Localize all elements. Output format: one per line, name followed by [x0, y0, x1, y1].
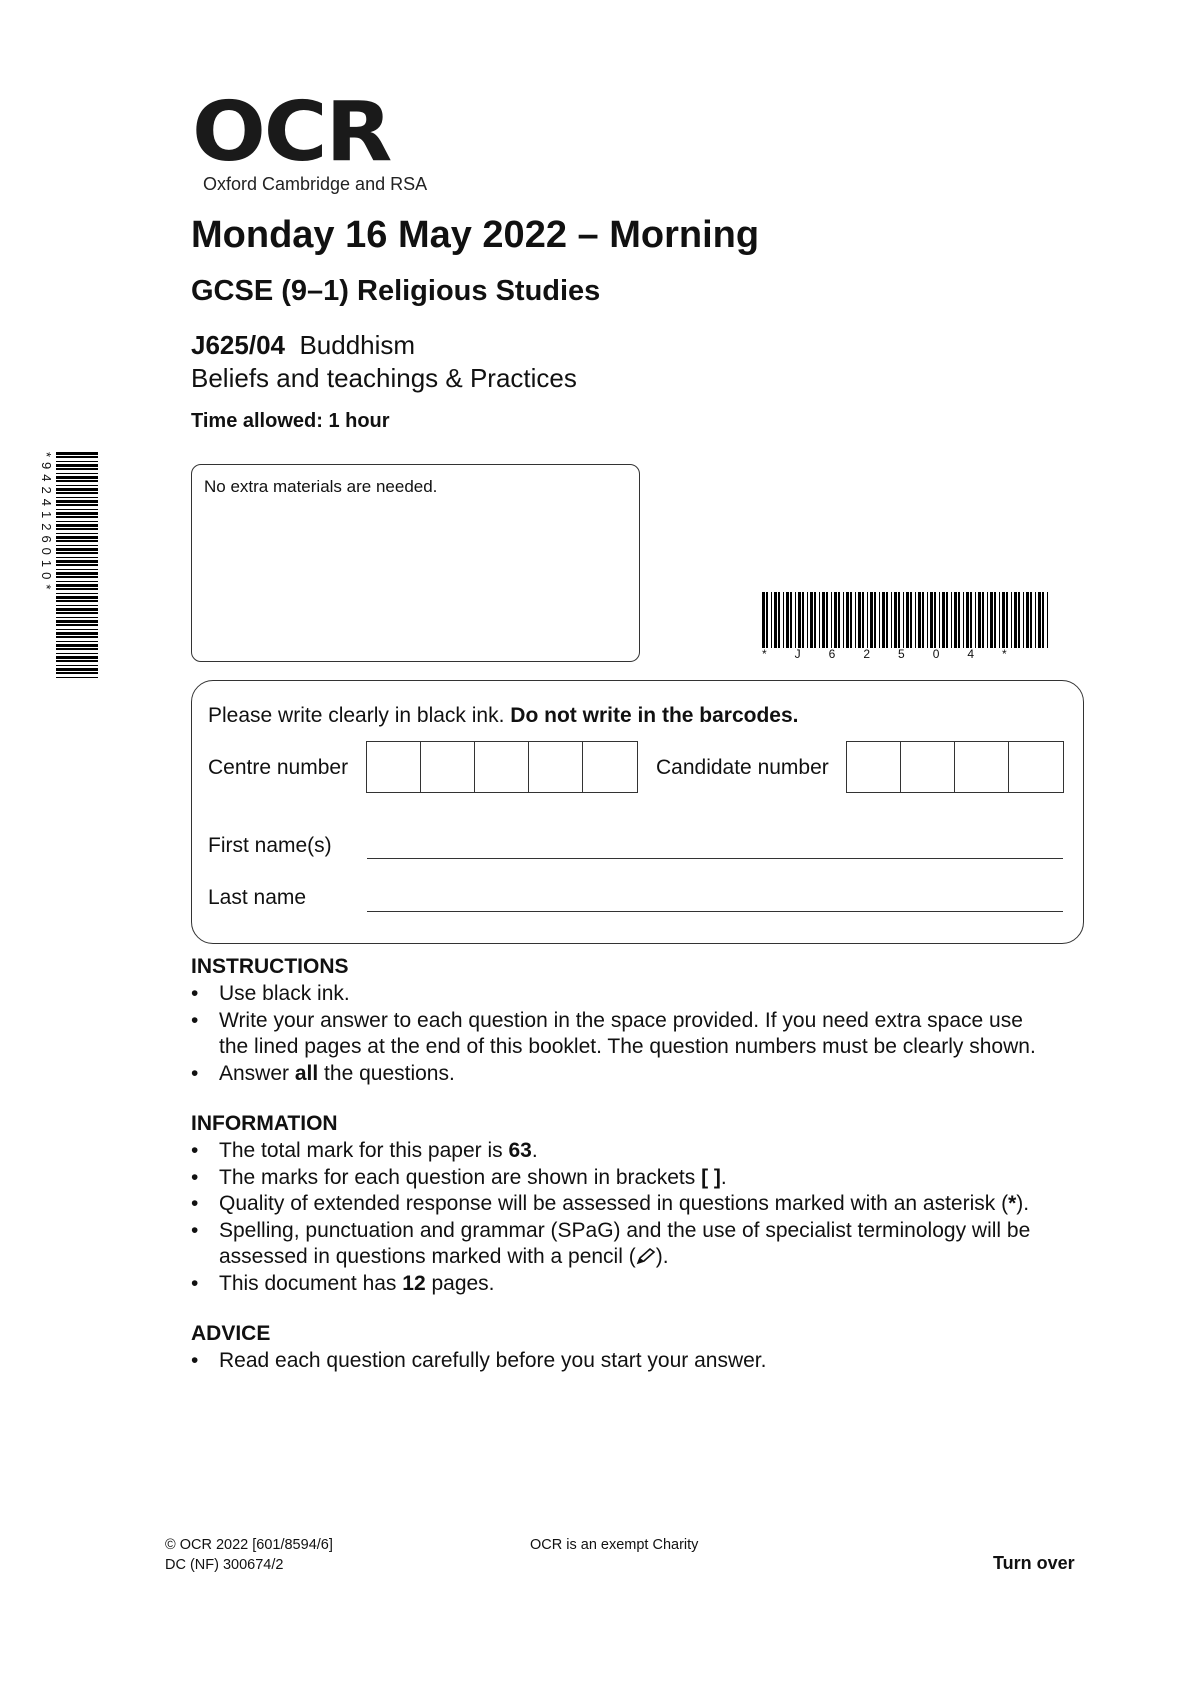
candidate-digit-box[interactable]	[955, 742, 1009, 792]
main-barcode	[762, 592, 1048, 648]
candidate-number-boxes[interactable]	[846, 741, 1064, 793]
last-name-line[interactable]	[367, 911, 1063, 912]
pencil-icon	[636, 1247, 656, 1265]
charity-note: OCR is an exempt Charity	[530, 1537, 699, 1553]
exam-date: Monday 16 May 2022 – Morning	[191, 214, 760, 256]
instruction-bold: Do not write in the barcodes.	[510, 704, 799, 727]
list-item: • Answer all the questions.	[191, 1061, 1091, 1088]
materials-text: No extra materials are needed.	[204, 477, 438, 496]
instruction-plain: Please write clearly in black ink.	[208, 704, 511, 727]
list-item: • Use black ink.	[191, 981, 1091, 1008]
list-item: • Quality of extended response will be assessed in questions marked with an asterisk (*).	[191, 1191, 1091, 1218]
candidate-digit-box[interactable]	[901, 742, 955, 792]
first-name-label: First name(s)	[208, 834, 332, 857]
centre-number-label: Centre number	[208, 756, 349, 779]
footer-left	[165, 1535, 333, 1575]
centre-digit-box[interactable]	[529, 742, 583, 792]
centre-digit-box[interactable]	[583, 742, 637, 792]
advice-list	[191, 1348, 1091, 1375]
paper-code: J625/04	[191, 330, 285, 360]
qualification-title: GCSE (9–1) Religious Studies	[191, 275, 601, 307]
candidate-digit-box[interactable]	[1009, 742, 1063, 792]
paper-code-line	[191, 330, 415, 361]
list-item: • Spelling, punctuation and grammar (SPaG) and the use of specialist terminology will be assessed in questions marked with a pencil ( ).	[191, 1218, 1091, 1271]
logo-subtitle: Oxford Cambridge and RSA	[203, 174, 428, 194]
time-allowed: Time allowed: 1 hour	[191, 410, 390, 432]
side-barcode-digits: *9424126010*	[39, 452, 54, 595]
list-item: • Write your answer to each question in the space provided. If you need extra space use the lined pages at the end of this booklet. The question numbers must be clearly shown.	[191, 1008, 1091, 1061]
turn-over: Turn over	[993, 1553, 1075, 1573]
list-item: • The marks for each question are shown in brackets [ ].	[191, 1165, 1091, 1192]
advice-heading: ADVICE	[191, 1322, 271, 1345]
unit-name: Buddhism	[299, 330, 416, 360]
paper-title: Beliefs and teachings & Practices	[191, 363, 577, 393]
centre-number-boxes[interactable]	[366, 741, 638, 793]
list-item: • The total mark for this paper is 63.	[191, 1138, 1091, 1165]
list-item: • Read each question carefully before you start your answer.	[191, 1348, 1091, 1375]
centre-digit-box[interactable]	[421, 742, 475, 792]
list-item: • This document has 12 pages.	[191, 1271, 1091, 1298]
instructions-heading: INSTRUCTIONS	[191, 955, 349, 978]
ocr-logo: OCR	[192, 85, 391, 180]
doc-code: DC (NF) 300674/2	[165, 1557, 284, 1573]
candidate-instruction	[208, 704, 799, 728]
information-heading: INFORMATION	[191, 1112, 338, 1135]
copyright: © OCR 2022 [601/8594/6]	[165, 1537, 333, 1553]
centre-digit-box[interactable]	[367, 742, 421, 792]
materials-box	[191, 464, 640, 662]
last-name-label: Last name	[208, 886, 307, 909]
main-barcode-digits: *J62504*	[762, 647, 1035, 661]
centre-digit-box[interactable]	[475, 742, 529, 792]
instructions-list	[191, 981, 1091, 1087]
candidate-number-label: Candidate number	[656, 756, 829, 779]
side-barcode	[56, 452, 98, 680]
first-name-line[interactable]	[367, 858, 1063, 859]
candidate-digit-box[interactable]	[847, 742, 901, 792]
information-list	[191, 1138, 1091, 1297]
